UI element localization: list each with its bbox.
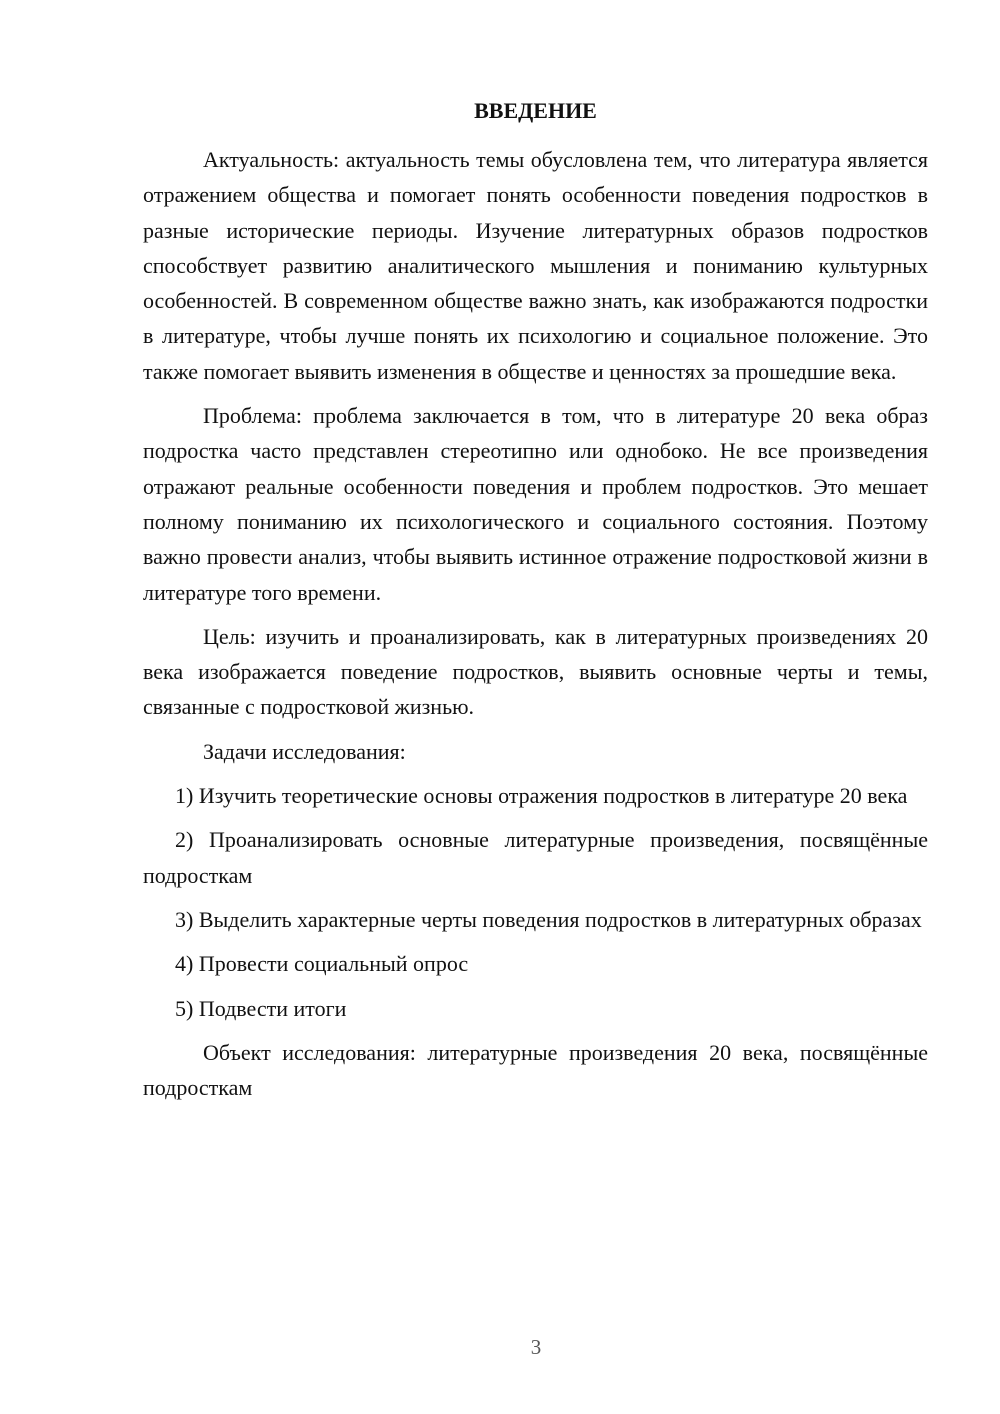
paragraph-problem: Проблема: проблема заключается в том, что в литературе 20 века образ подростка часто представлен стереотипно или однобоко. Не все произведения отражают реальные особенности поведения и проблем подростков. Это мешает полному пониманию их психологического и социального состояния. Поэтому важно провести анализ, чтобы выявить истинное отражение подростковой жизни в литературе того времени. bbox=[143, 403, 928, 605]
body-text bbox=[143, 142, 928, 1105]
task-item-1: 1) Изучить теоретические основы отражения подростков в литературе 20 века bbox=[175, 783, 908, 809]
tasks-heading: Задачи исследования: bbox=[203, 738, 406, 764]
paragraph-goal: Цель: изучить и проанализировать, как в литературных произведениях 20 века изображается поведение подростков, выявить основные черты и темы, связанные с подростковой жизнью. bbox=[143, 623, 928, 720]
task-item-2: 2) Проанализировать основные литературные произведения, посвящённые подросткам bbox=[143, 827, 928, 888]
page-number: 3 bbox=[530, 1335, 542, 1359]
paragraph-relevance: Актуальность: актуальность темы обусловлена тем, что литература является отражением общества и помогает понять особенности поведения подростков в разные исторические периоды. Изучение литературных образов подростков способствует развитию аналитического мышления и пониманию культурных особенностей. В современном обществе важно знать, как изображаются подростки в литературе, чтобы лучше понять их психологию и социальное положение. Это также помогает выявить изменения в обществе и ценностях за прошедшие века. bbox=[143, 147, 928, 384]
section-heading: ВВЕДЕНИЕ bbox=[474, 98, 597, 123]
task-item-4: 4) Провести социальный опрос bbox=[175, 951, 469, 977]
paragraph-object: Объект исследования: литературные произведения 20 века, посвящённые подросткам bbox=[143, 1039, 928, 1101]
task-item-5: 5) Подвести итоги bbox=[175, 995, 347, 1021]
task-item-3: 3) Выделить характерные черты поведения подростков в литературных образах bbox=[175, 906, 922, 932]
